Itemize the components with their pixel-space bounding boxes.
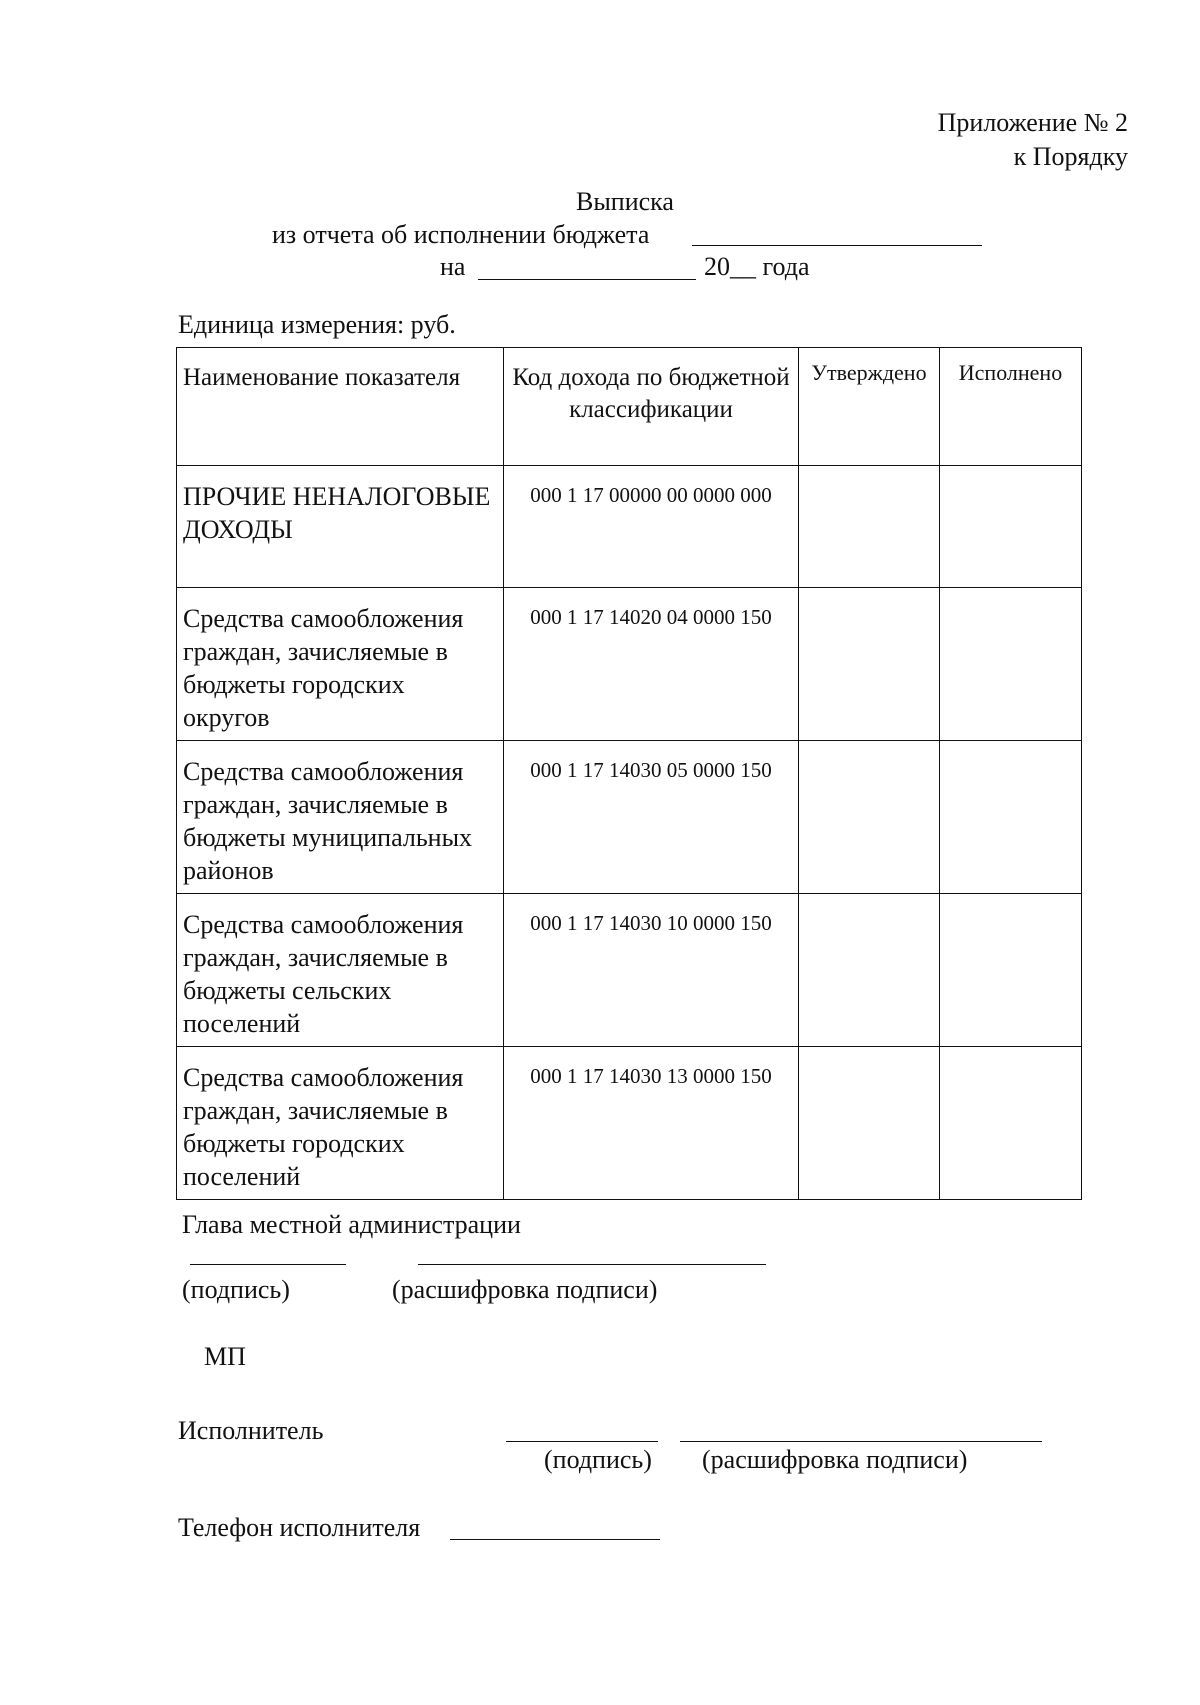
row-code: 000 1 17 14030 13 0000 150 xyxy=(504,1047,799,1200)
head-decoding-caption: (расшифровка подписи) xyxy=(392,1275,658,1304)
executor-decoding-caption: (расшифровка подписи) xyxy=(702,1445,968,1474)
table-row xyxy=(177,741,1082,894)
row-code: 000 1 17 14020 04 0000 150 xyxy=(504,588,799,741)
title-year: 20__ года xyxy=(704,252,810,281)
seal-label: МП xyxy=(204,1342,246,1371)
row-executed[interactable] xyxy=(940,588,1082,741)
executor-phone-label: Телефон исполнителя xyxy=(178,1513,421,1542)
column-header-name: Наименование показателя xyxy=(177,348,504,466)
executor-label: Исполнитель xyxy=(178,1416,324,1445)
head-decoding-blank[interactable] xyxy=(418,1264,766,1265)
budget-extract-table xyxy=(176,347,1082,1200)
row-name: Средства самообложения граждан, зачисляемые в бюджеты муниципальных районов xyxy=(177,741,504,894)
row-name: ПРОЧИЕ НЕНАЛОГОВЫЕ ДОХОДЫ xyxy=(177,466,504,588)
row-executed[interactable] xyxy=(940,466,1082,588)
head-of-administration-label: Глава местной администрации xyxy=(182,1210,521,1239)
executor-signature-blank[interactable] xyxy=(506,1441,658,1442)
title-report-line: из отчета об исполнении бюджета xyxy=(272,220,650,249)
table-header-row xyxy=(177,348,1082,466)
row-name: Средства самообложения граждан, зачисляемые в бюджеты сельских поселений xyxy=(177,894,504,1047)
executor-signature-caption: (подпись) xyxy=(544,1445,652,1474)
head-signature-caption: (подпись) xyxy=(182,1275,290,1304)
row-name: Средства самообложения граждан, зачисляемые в бюджеты городских округов xyxy=(177,588,504,741)
date-blank xyxy=(478,279,696,280)
row-code: 000 1 17 14030 05 0000 150 xyxy=(504,741,799,894)
document-title: Выписка xyxy=(576,187,674,216)
table-row xyxy=(177,588,1082,741)
row-executed[interactable] xyxy=(940,894,1082,1047)
row-approved[interactable] xyxy=(799,588,940,741)
budget-name-blank xyxy=(692,245,982,246)
row-approved[interactable] xyxy=(799,741,940,894)
row-approved[interactable] xyxy=(799,466,940,588)
table-row xyxy=(177,894,1082,1047)
row-approved[interactable] xyxy=(799,894,940,1047)
table-row xyxy=(177,466,1082,588)
executor-decoding-blank[interactable] xyxy=(680,1441,1042,1442)
row-code: 000 1 17 14030 10 0000 150 xyxy=(504,894,799,1047)
appendix-order: к Порядку xyxy=(1013,142,1128,171)
row-executed[interactable] xyxy=(940,741,1082,894)
appendix-number: Приложение № 2 xyxy=(937,108,1128,137)
column-header-code: Код дохода по бюджетной классификации xyxy=(504,348,799,466)
unit-of-measure: Единица измерения: руб. xyxy=(178,310,456,339)
title-date-prefix: на xyxy=(440,252,466,281)
column-header-executed: Исполнено xyxy=(940,348,1082,466)
column-header-approved: Утверждено xyxy=(799,348,940,466)
head-signature-blank[interactable] xyxy=(190,1264,346,1265)
row-executed[interactable] xyxy=(940,1047,1082,1200)
executor-phone-blank[interactable] xyxy=(450,1539,660,1540)
row-approved[interactable] xyxy=(799,1047,940,1200)
row-code: 000 1 17 00000 00 0000 000 xyxy=(504,466,799,588)
table-row xyxy=(177,1047,1082,1200)
row-name: Средства самообложения граждан, зачисляемые в бюджеты городских поселений xyxy=(177,1047,504,1200)
